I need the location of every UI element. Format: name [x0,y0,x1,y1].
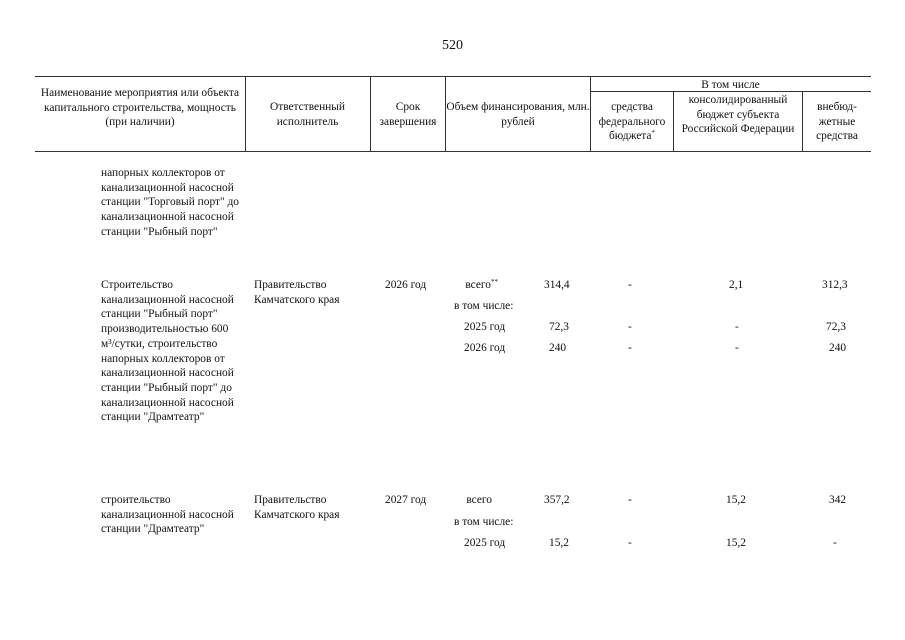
row-year-extra: - [833,537,837,549]
footnote-mark: ** [491,278,498,286]
row-executor: Правительство Камчатского края [254,279,340,306]
row-consolidated-value: 2,1 [729,279,744,291]
header-col-consolidated: консолидированный бюджет субъекта Российской Федерации [681,94,795,136]
row-executor: Правительство Камчатского края [254,494,340,521]
row-year-federal: - [628,342,632,354]
row-total-value: 314,4 [544,279,570,291]
row-year: 2025 год [464,321,506,333]
header-col-deadline: Срок завершения [379,101,437,128]
row-total-label: всего [466,494,492,506]
header-bottom-rule [35,151,871,152]
row-year-extra: 72,3 [826,321,846,333]
row-year-extra: 240 [829,342,847,354]
row-consolidated-value: 15,2 [726,494,746,506]
row-year-consolidated: 15,2 [726,537,746,549]
row-name: строительство канализационной насосной станции "Драмтеатр" [101,494,234,536]
row-extra-value: 342 [829,494,847,506]
row-total-value: 357,2 [544,494,570,506]
header-col-extra: внебюд-жетные средства [816,101,858,143]
page-number: 520 [442,38,463,53]
row-year-total: 240 [549,342,567,354]
row-name: напорных коллекторов от канализационной насосной станции "Торговый порт" до канализационной насосной станции "Рыбный порт" [101,167,239,238]
column-divider [245,77,246,152]
header-group-label: В том числе [701,79,760,91]
header-col-name: Наименование мероприятия или объекта капитального строительства, мощность (при наличии) [40,87,240,129]
row-federal-value: - [628,279,632,291]
row-year-consolidated: - [735,342,739,354]
row-year-total: 15,2 [549,537,569,549]
row-year-total: 72,3 [549,321,569,333]
row-year-federal: - [628,537,632,549]
row-year-federal: - [628,321,632,333]
row-year: 2025 год [464,537,506,549]
row-deadline: 2027 год [385,494,427,506]
row-federal-value: - [628,494,632,506]
row-year: 2026 год [464,342,506,354]
row-deadline: 2026 год [385,279,427,291]
header-top-rule [35,76,871,77]
row-name: Строительство канализационной насосной станции "Рыбный порт" производительностью 600 м³/сутки, строительство напорных коллекторов от канализационной насосной станции "Рыбный порт" до канализационной насосной станции "Драмтеатр" [101,279,234,424]
header-col-volume: Объем финансирования, млн. рублей [446,101,590,128]
header-col-federal: средства федерального бюджета* [598,101,666,143]
row-year-consolidated: - [735,321,739,333]
footnote-mark: * [651,129,655,138]
row-including-label: в том числе: [454,300,514,312]
header-col-executor: Ответственный исполнитель [269,101,346,128]
row-total-label: всего** [465,278,498,291]
row-including-label: в том числе: [454,516,514,528]
row-extra-value: 312,3 [822,279,848,291]
